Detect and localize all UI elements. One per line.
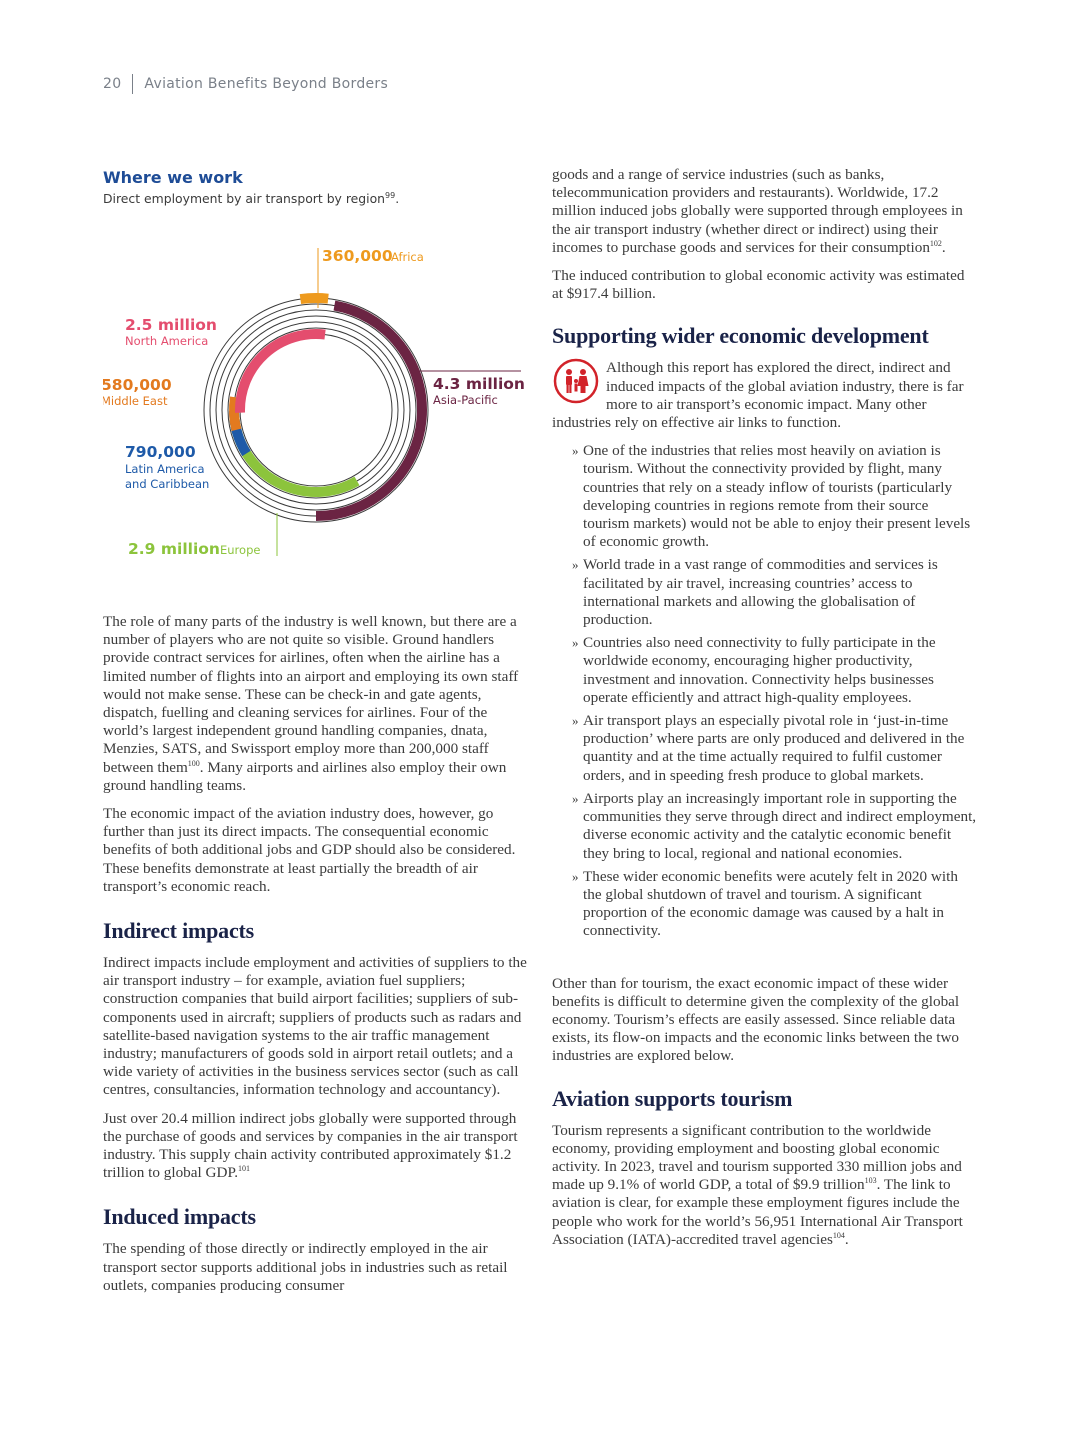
page-number: 20 bbox=[103, 76, 122, 92]
latin-america-value: 790,000 bbox=[125, 443, 196, 461]
list-item: » Air transport plays an especially pivotal role in ‘just-in-time production’ where parts are only produced and delivered in the quantity and at the time actually required to fulfil customer orders, and in speeding fresh produce to global markets. bbox=[552, 712, 977, 785]
economic-impact-paragraph: The economic impact of the aviation industry does, however, go further than just its direct impacts. The consequential economic benefits of both additional jobs and GDP should also be considered. These benefits demonstrate at least partially the breadth of air transport’s economic reach. bbox=[103, 805, 516, 895]
slice-north-america bbox=[240, 334, 325, 413]
induced-impacts-heading: Induced impacts bbox=[103, 1204, 256, 1230]
list-item: » World trade in a vast range of commodities and services is facilitated by air travel, increasing countries’ access to international markets and allowing the globalisation of production. bbox=[552, 556, 977, 629]
europe-value: 2.9 million bbox=[128, 540, 220, 558]
regional-employment-chart bbox=[103, 228, 528, 573]
induced-impacts-paragraph: The spending of those directly or indirectly employed in the air transport sector supports additional jobs in industries such as retail outlets, companies producing consumer bbox=[103, 1240, 508, 1294]
latin-america-region-line1: Latin America bbox=[125, 462, 205, 476]
ground-handlers-paragraph: The role of many parts of the industry is well known, but there are a number of players who are not quite so visible. Ground handlers provide contract services for airlines, often when the airline has a limited number of flights into an airport and employing its own staff would not make sense. These can be check-in and gate agents, dispatch, fuelling and cleaning services for airlines. Four of the world’s largest independent ground handling companies, dnata, Menzies, SATS, and Swissport employ more than 200,000 staff between them$^{100}$. Many airports and airlines also employ their own ground handling teams. bbox=[103, 613, 519, 794]
slice-europe bbox=[234, 418, 357, 492]
chart-svg bbox=[103, 228, 528, 573]
right-column bbox=[552, 166, 977, 1259]
list-item: » Countries also need connectivity to fully participate in the worldwide economy, encouraging higher productivity, investment and innovation. Connectivity helps businesses operate efficiently and attract high-quality employees. bbox=[552, 634, 977, 707]
indirect-impacts-paragraph: Indirect impacts include employment and activities of suppliers to the air transport industry – for example, aviation fuel suppliers; construction companies that build airport facilities; suppliers of sub-components used in aircraft; suppliers of products such as radars and satellite-based navigation systems to the air traffic management industry; manufacturers of goods sold in airport retail outlets; and a wide variety of activities in the business services sector (such as call centres, consultancies, information technology and accountancy). bbox=[103, 954, 527, 1099]
asia-pacific-value: 4.3 million bbox=[433, 375, 525, 393]
list-item: » These wider economic benefits were acutely felt in 2020 with the global shutdown of travel and tourism. A significant proportion of the economic damage was caused by a halt in connectivity. bbox=[552, 868, 977, 941]
latin-america-region-line2: and Caribbean bbox=[125, 477, 210, 491]
north-america-value: 2.5 million bbox=[125, 316, 217, 334]
where-we-work-title: Where we work bbox=[103, 168, 243, 187]
middle-east-value: 580,000 bbox=[103, 376, 172, 394]
middle-east-region: Middle East bbox=[103, 394, 168, 408]
induced-continued-paragraph: goods and a range of service industries (such as banks, telecommunication providers and restaurants). Worldwide, 17.2 million induced jobs globally were supported through employees in the air transport industry (whether direct or indirect) using their incomes to purchase goods and services for their consumption$^{102}$. bbox=[552, 166, 963, 256]
north-america-region: North America bbox=[125, 334, 209, 348]
chart-arcs bbox=[234, 298, 422, 516]
header-divider bbox=[132, 74, 133, 94]
wider-intro-paragraph: Although this report has explored the direct, indirect and induced impacts of the global aviation industry, there is far more to air transport’s economic impact. Many other industries rely on effective air links to function. bbox=[552, 359, 964, 432]
asia-pacific-region: Asia-Pacific bbox=[433, 393, 498, 407]
indirect-jobs-paragraph: Just over 20.4 million indirect jobs globally were supported through the purchase of goods and services by companies in the air transport industry. This supply chain activity contributed approximately $1.2 trillion to global GDP.$^{101}$ bbox=[103, 1109, 518, 1182]
list-item: » One of the industries that relies most heavily on aviation is tourism. Without the connectivity provided by flight, many countries that rely on a steady inflow of tourists (particularly developing countries in regions remote from their source tourism markets) would not be able to enjoy their present levels of economic growth. bbox=[552, 442, 977, 551]
where-we-work-subtitle: Direct employment by air transport by region$^{99}$. bbox=[103, 190, 400, 206]
wider-benefits-list bbox=[552, 442, 977, 940]
list-spacer bbox=[552, 949, 977, 975]
indirect-impacts-heading: Indirect impacts bbox=[103, 918, 254, 944]
list-item: » Airports play an increasingly important role in supporting the communities they serve through direct and indirect employment, diverse economic activity and the catalytic economic benefit they bring to local, regional and national economies. bbox=[552, 790, 977, 863]
slice-africa bbox=[300, 298, 328, 299]
publication-title: Aviation Benefits Beyond Borders bbox=[144, 76, 389, 92]
induced-contribution-paragraph: The induced contribution to global economic activity was estimated at $917.4 billion. bbox=[552, 267, 965, 303]
tourism-paragraph: Tourism represents a significant contribution to the worldwide economy, providing employment and boosting global economic activity. In 2023, travel and tourism supported 330 million jobs and made up 9.1% of world GDP, a total of $9.9 trillion$^{103}$. The link to aviation is clear, for example these employment figures include the people who work for the world’s 56,951 International Air Transport Association (IATA)-accredited travel agencies$^{104}$. bbox=[552, 1121, 963, 1248]
tourism-intro-paragraph: Other than for tourism, the exact economic impact of these wider benefits is difficult to determine given the complexity of the global economy. Tourism’s effects are easily assessed. Since reliable data exists, its flow-on impacts and the economic links between the two industries are explored below. bbox=[552, 974, 960, 1065]
wider-intro bbox=[552, 359, 977, 432]
africa-value: 360,000 bbox=[322, 247, 393, 265]
aviation-tourism-heading: Aviation supports tourism bbox=[552, 1085, 793, 1111]
africa-region: Africa bbox=[391, 250, 424, 264]
family-icon bbox=[552, 357, 600, 405]
europe-region: Europe bbox=[220, 543, 261, 557]
wider-development-heading: Supporting wider economic development bbox=[552, 323, 929, 349]
page-header bbox=[103, 74, 388, 94]
